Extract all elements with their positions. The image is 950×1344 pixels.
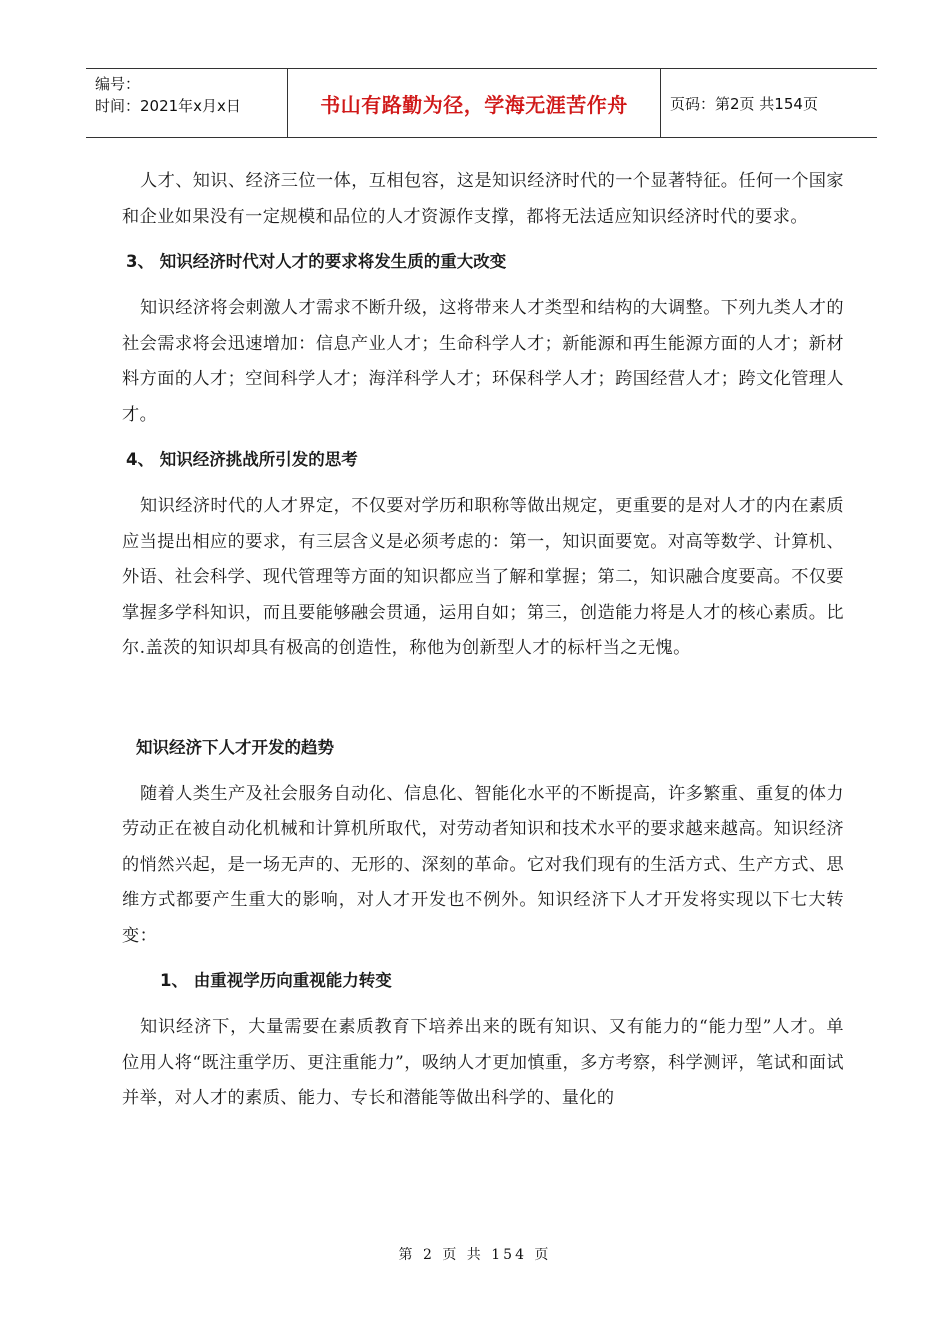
page-footer: 第 2 页 共 154 页: [398, 1247, 552, 1263]
paragraph-1: 人才、知识、经济三位一体，互相包容，这是知识经济时代的一个显著特征。任何一个国家和企业如果没有一定规模和品位的人才资源作支撑，都将无法适应知识经济时代的要求。: [122, 171, 844, 227]
header-motto: 书山有路勤为径，学海无涯苦作舟: [287, 69, 661, 137]
section-title: 知识经济下人才开发的趋势: [136, 737, 334, 757]
header-page-label: 页码：第2页 共154页: [670, 94, 818, 113]
paragraph-4: 随着人类生产及社会服务自动化、信息化、智能化水平的不断提高，许多繁重、重复的体力劳动正在被自动化机械和计算机所取代，对劳动者知识和技术水平的要求越来越高。知识经济的悄然兴起，是一场无声的、无形的、深刻的革命。它对我们现有的生活方式、生产方式、思维方式都要产生重大的影响，对人才开发也不例外。知识经济下人才开发将实现以下七大转变：: [122, 783, 844, 946]
heading-4: 4、 知识经济挑战所引发的思考: [126, 450, 358, 469]
paragraph-5: 知识经济下，大量需要在素质教育下培养出来的既有知识、又有能力的“能力型”人才。单位用人将“既注重学历、更注重能力”，吸纳人才更加慎重，多方考察，科学测评，笔试和面试并举，对人才的素质、能力、专长和潜能等做出科学的、量化的: [122, 1017, 844, 1108]
heading-1: 1、 由重视学历向重视能力转变: [160, 971, 392, 990]
time-label: 时间：2021年x月x日: [95, 97, 241, 115]
serial-label: 编号：: [95, 75, 141, 93]
heading-3: 3、 知识经济时代对人才的要求将发生质的重大改变: [126, 252, 507, 271]
paragraph-3: 知识经济时代的人才界定，不仅要对学历和职称等做出规定，更重要的是对人才的内在素质应当提出相应的要求，有三层含义是必须考虑的：第一，知识面要宽。对高等数学、计算机、外语、社会科学、现代管理等方面的知识都应当了解和掌握；第二，知识融合度要高。不仅要掌握多学科知识，而且要能够融会贯通，运用自如；第三，创造能力将是人才的核心素质。比尔.盖茨的知识却具有极高的创造性，称他为创新型人才的标杆当之无愧。: [122, 496, 844, 658]
document-body: [122, 164, 844, 1117]
paragraph-2: 知识经济将会刺激人才需求不断升级，这将带来人才类型和结构的大调整。下列九类人才的社会需求将会迅速增加：信息产业人才；生命科学人才；新能源和再生能源方面的人才；新材料方面的人才；空间科学人才；海洋科学人才；环保科学人才；跨国经营人才；跨文化管理人才。: [122, 298, 844, 425]
header-meta: [86, 69, 287, 137]
document-header: [86, 68, 877, 138]
